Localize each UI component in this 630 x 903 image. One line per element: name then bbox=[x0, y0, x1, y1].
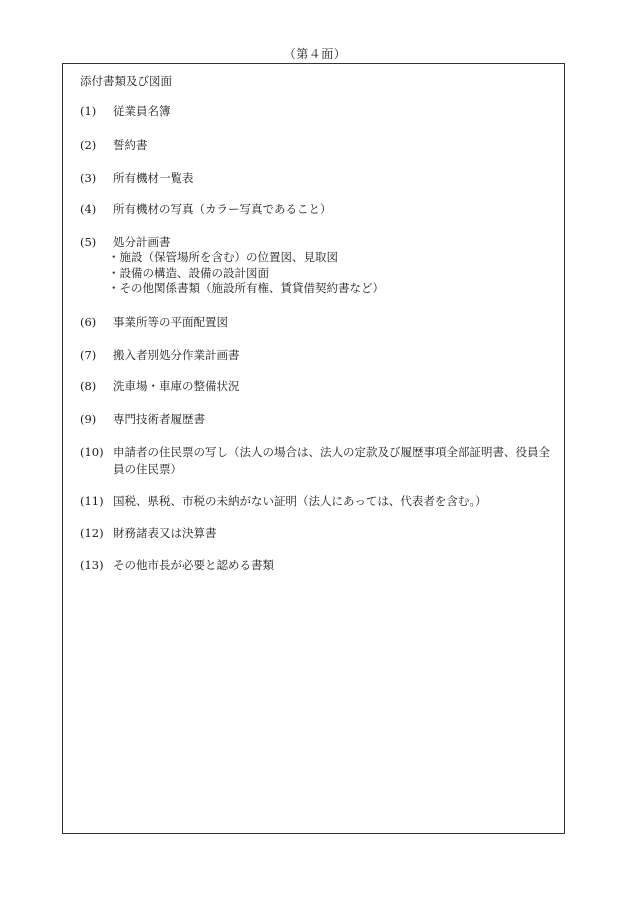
sub-list-item: ・施設（保管場所を含む）の位置図、見取図 bbox=[108, 250, 338, 264]
item-number: (4) bbox=[80, 202, 97, 216]
item-number: (6) bbox=[80, 315, 97, 329]
item-number: (7) bbox=[80, 348, 97, 362]
item-number: (3) bbox=[80, 171, 97, 185]
item-text: 従業員名簿 bbox=[113, 104, 171, 118]
item-text: 搬入者別処分作業計画書 bbox=[113, 348, 240, 362]
sub-list-item: ・設備の構造、設備の設計図面 bbox=[108, 266, 269, 280]
item-number: (10) bbox=[80, 445, 104, 459]
item-number: (5) bbox=[80, 235, 97, 249]
item-number: (11) bbox=[80, 494, 104, 508]
item-text: 所有機材一覧表 bbox=[113, 171, 194, 185]
item-number: (9) bbox=[80, 412, 97, 426]
page-number-header: （第４面） bbox=[283, 47, 347, 61]
section-title: 添付書類及び図面 bbox=[80, 74, 172, 88]
item-text: 国税、県税、市税の未納がない証明（法人にあっては、代表者を含む。） bbox=[113, 494, 487, 508]
item-number: (13) bbox=[80, 558, 104, 572]
item-text: 所有機材の写真（カラー写真であること） bbox=[113, 202, 332, 216]
item-text: 専門技術者履歴書 bbox=[113, 412, 205, 426]
item-number: (8) bbox=[80, 379, 97, 393]
item-number: (12) bbox=[80, 526, 104, 540]
item-text: 処分計画書 bbox=[113, 235, 171, 249]
item-text: 事業所等の平面配置図 bbox=[113, 315, 228, 329]
sub-list-item: ・その他関係書類（施設所有権、賃貸借契約書など） bbox=[108, 281, 384, 295]
item-text: 誓約書 bbox=[113, 138, 148, 152]
item-text: その他市長が必要と認める書類 bbox=[113, 558, 274, 572]
item-number: (1) bbox=[80, 104, 97, 118]
attachments-frame bbox=[62, 63, 565, 834]
item-text: 財務諸表又は決算書 bbox=[113, 526, 217, 540]
item-number: (2) bbox=[80, 138, 97, 152]
item-text: 申請者の住民票の写し（法人の場合は、法人の定款及び履歴事項全部証明書、役員全員の住民票） bbox=[113, 445, 550, 476]
item-text: 洗車場・車庫の整備状況 bbox=[113, 379, 240, 393]
